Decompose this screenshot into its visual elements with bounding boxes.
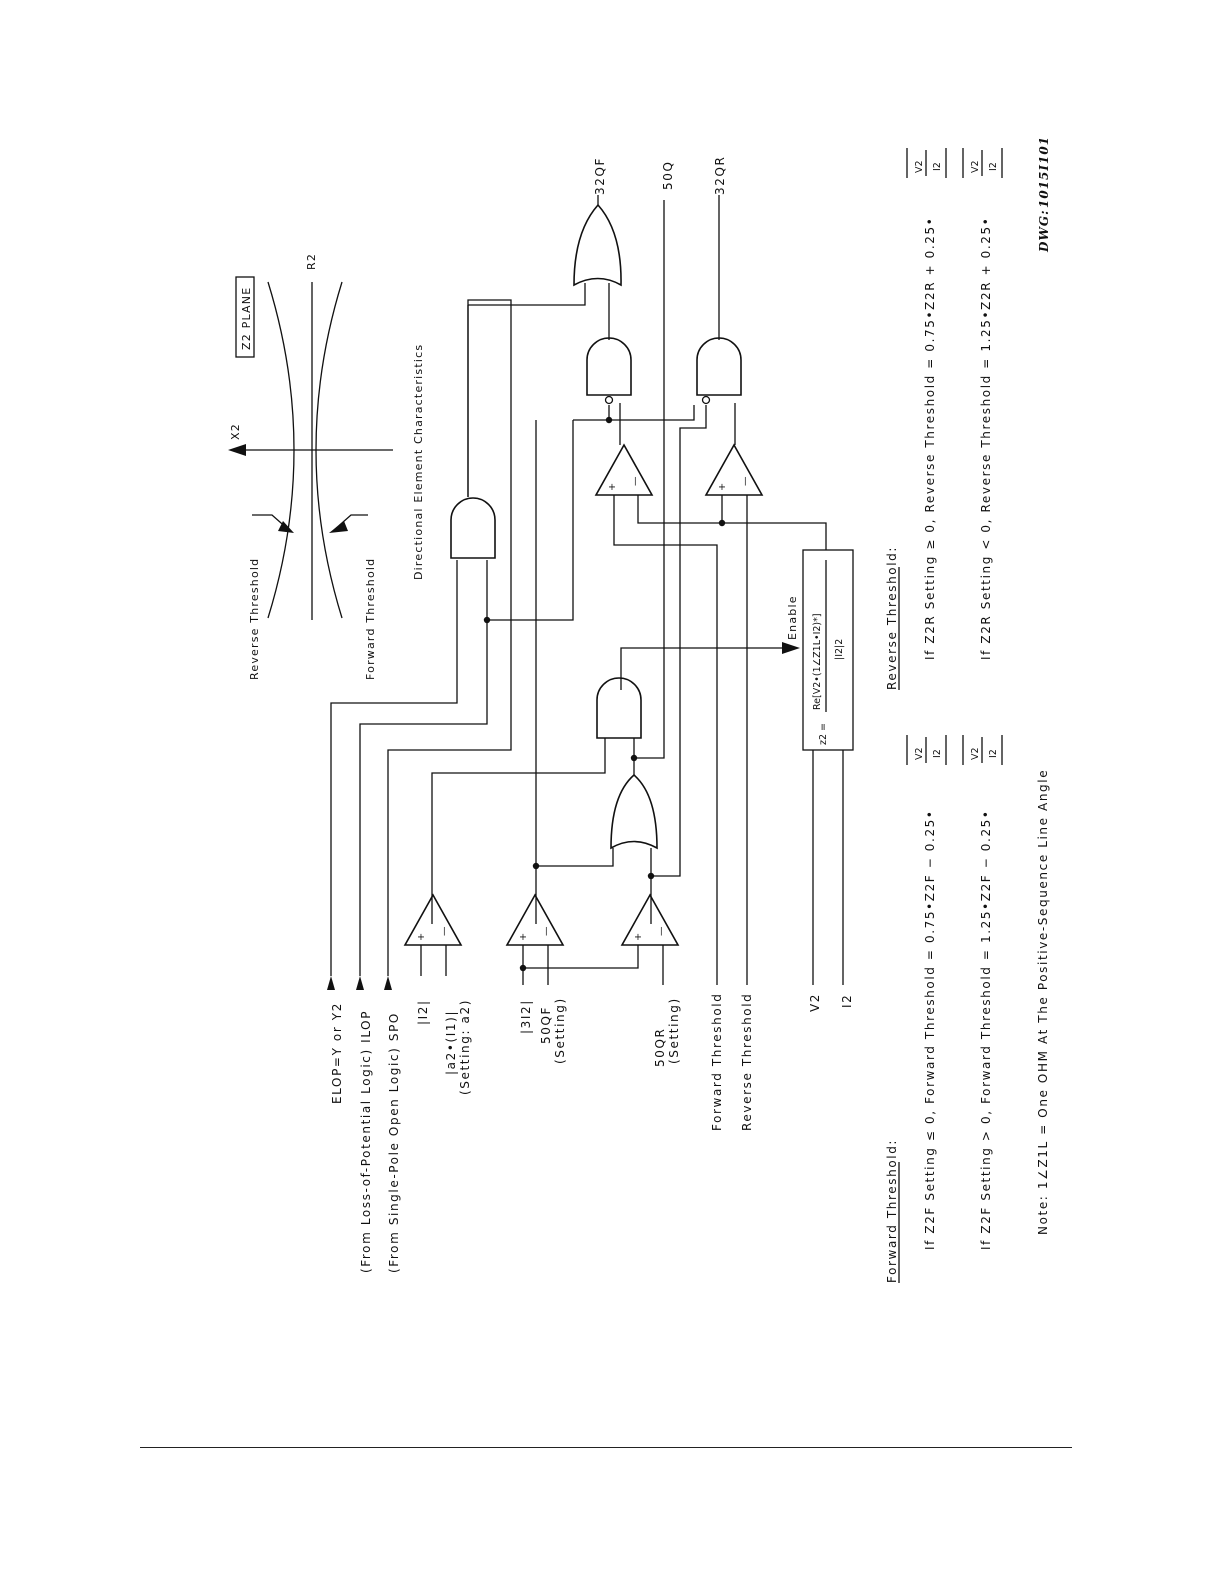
fraction-reverse-1 [907, 148, 946, 178]
reverse-threshold-label: Reverse Threshold [248, 557, 261, 680]
forward-threshold-line2: If Z2F Setting > 0, Forward Threshold = 1.25•Z2F − 0.25• [979, 809, 993, 1250]
comparator-forward-minus: — [630, 476, 641, 486]
reverse-threshold-line2: If Z2R Setting < 0, Reverse Threshold = 1.25•Z2R + 0.25• [979, 216, 993, 660]
comparators [405, 445, 762, 945]
ilop-arrow-icon [356, 976, 364, 990]
x2-axis-label: X2 [229, 423, 242, 440]
calc-enable-label: Enable [786, 595, 799, 640]
comparator-3i2-plus: + [519, 932, 527, 943]
z2-calc-block [786, 550, 853, 750]
input-50qf: 50QF [539, 1005, 553, 1044]
input-i2-mag: |I2| [416, 999, 430, 1025]
calc-numerator: Re[V2•(1∠Z1L•I2)*] [812, 613, 823, 710]
footer-rule [140, 1447, 1072, 1448]
forward-threshold-line1: If Z2F Setting ≤ 0, Forward Threshold = 0.75•Z2F − 0.25• [923, 809, 937, 1250]
reverse-threshold-heading: Reverse Threshold: [885, 545, 899, 690]
fraction-num: V2 [914, 747, 925, 760]
input-labels [330, 993, 854, 1273]
or-gate-50q [611, 775, 657, 848]
fraction-den: I2 [932, 749, 943, 758]
fraction-den: I2 [988, 749, 999, 758]
comparator-3i2 [507, 895, 563, 945]
and-gate-enable [597, 678, 641, 738]
fraction-num: V2 [970, 747, 981, 760]
calc-lhs: z2 = [818, 722, 829, 745]
x2-axis-arrow-icon [228, 444, 246, 456]
input-50qf-setting: (Setting) [553, 997, 567, 1064]
z2-plane [228, 253, 393, 680]
dwg-number: 1015I101 [1037, 135, 1051, 208]
fraction-reverse-2 [963, 148, 1002, 178]
comparator-i2 [405, 895, 461, 945]
z2-plane-label: Z2 PLANE [240, 286, 253, 350]
threshold-notes [885, 148, 1050, 1283]
calc-denominator: |I2|2 [834, 638, 845, 660]
and-gate-32qr [697, 338, 741, 395]
comparator-50qr-minus: — [656, 926, 667, 936]
fraction-num: V2 [914, 160, 925, 173]
reverse-threshold-line1: If Z2R Setting ≥ 0, Reverse Threshold = 0.75•Z2R + 0.25• [923, 216, 937, 660]
output-32qf: 32QF [593, 156, 607, 195]
comparator-reverse-minus: — [740, 476, 751, 486]
comparator-50qr-plus: + [634, 932, 642, 943]
input-elop: ELOP=Y or Y2 [330, 1002, 344, 1104]
input-a2i1: |a2•(I1)| [444, 1009, 458, 1075]
dwg-label: DWG: [1037, 209, 1051, 252]
comparator-50qr [622, 895, 678, 945]
comparator-forward-plus: + [608, 482, 616, 493]
input-50qr-setting: (Setting) [667, 997, 681, 1064]
inverter-bubble-32qr [703, 397, 710, 404]
comparator-forward [596, 445, 652, 495]
input-a2-setting: (Setting: a2) [458, 999, 472, 1095]
elop-arrow-icon [327, 976, 335, 990]
input-spo: (From Single-Pole Open Logic) SPO [387, 1012, 401, 1273]
r2-axis-label: R2 [305, 252, 318, 270]
comparator-i2-plus: + [417, 932, 425, 943]
comparator-reverse-plus: + [718, 482, 726, 493]
fraction-forward-2 [963, 735, 1002, 765]
comparator-3i2-minus: — [541, 926, 552, 936]
input-3i2: |3I2| [519, 999, 533, 1034]
characteristics-title: Directional Element Characteristics [412, 343, 425, 580]
input-50qr: 50QR [653, 1027, 667, 1067]
calc-block-box [803, 550, 853, 750]
output-50q: 50Q [661, 160, 675, 190]
comparator-i2-minus: — [439, 926, 450, 936]
wires [331, 195, 843, 985]
and-gate-32qf [587, 338, 631, 395]
fraction-num: V2 [970, 160, 981, 173]
input-ilop: (From Loss-of-Potential Logic) ILOP [359, 1009, 373, 1273]
note-line: Note: 1∠Z1L = One OHM At The Positive-Sequence Line Angle [1036, 768, 1050, 1235]
input-reverse-threshold: Reverse Threshold [740, 992, 754, 1131]
fraction-den: I2 [932, 162, 943, 171]
input-v2: V2 [808, 992, 822, 1012]
or-gate-32qf [574, 205, 621, 285]
fraction-forward-1 [907, 735, 946, 765]
forward-threshold-arrow-icon [329, 521, 348, 533]
output-32qr: 32QR [713, 155, 727, 195]
forward-threshold-label: Forward Threshold [364, 557, 377, 680]
input-i2: I2 [840, 993, 854, 1008]
and-gate-elop [451, 498, 495, 558]
input-forward-threshold: Forward Threshold [710, 992, 724, 1131]
inverter-bubble-32qf [606, 397, 613, 404]
fraction-den: I2 [988, 162, 999, 171]
spo-arrow-icon [384, 976, 392, 990]
comparator-reverse [706, 445, 762, 495]
forward-threshold-heading: Forward Threshold: [885, 1138, 899, 1283]
